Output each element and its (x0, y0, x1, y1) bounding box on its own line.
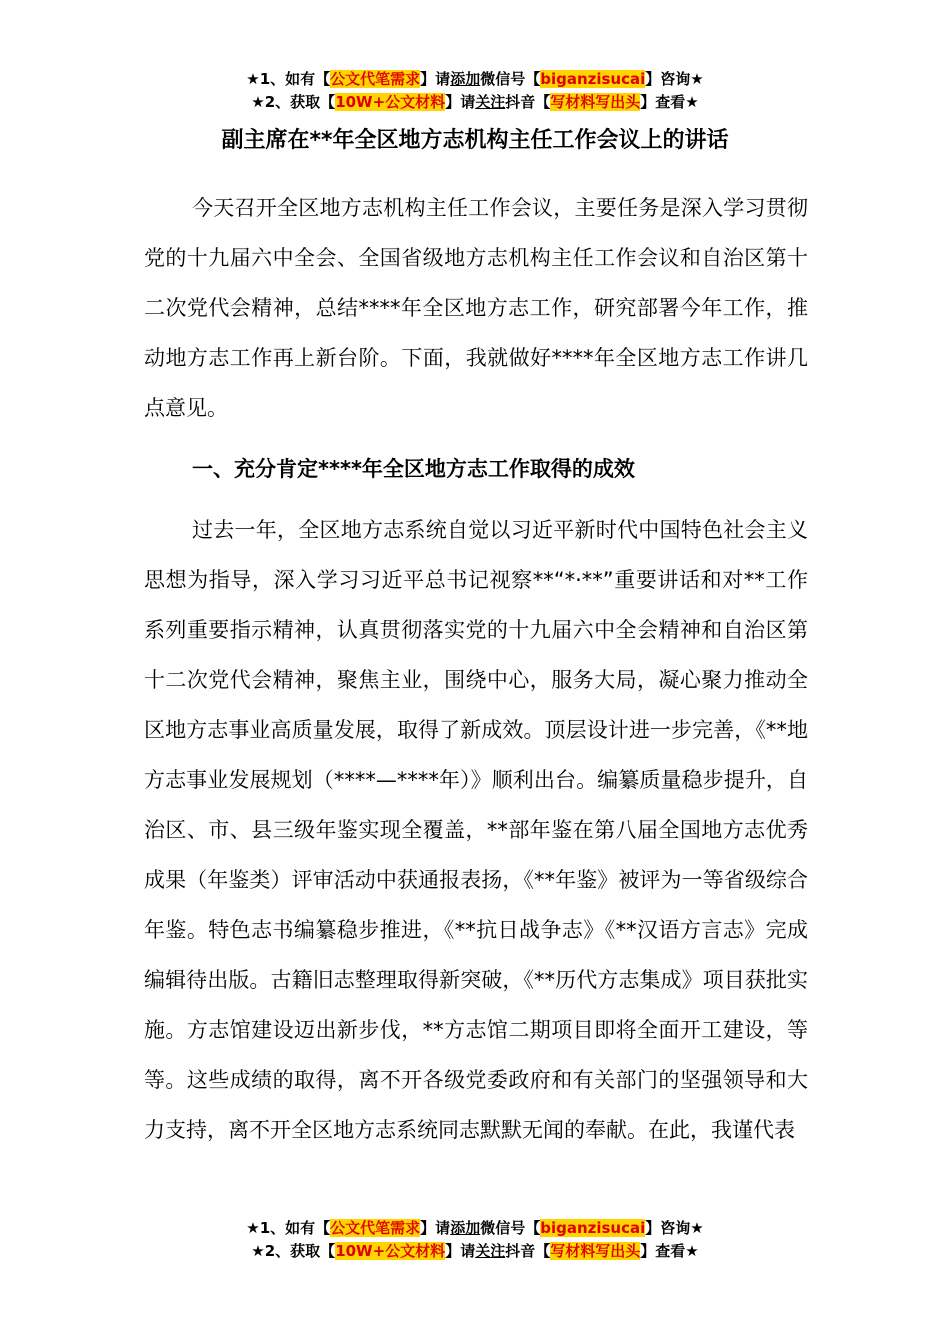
banner-text: 】请 (420, 1219, 451, 1237)
banner-text: 】查看★ (640, 93, 699, 111)
banner-text: 微信号【 (480, 1219, 541, 1237)
section-heading: 一、充分肯定****年全区地方志工作取得的成效 (192, 457, 635, 481)
banner-text: 抖音【 (505, 1242, 551, 1260)
banner-line-1 (0, 68, 950, 91)
banner-text: 】咨询★ (645, 70, 704, 88)
banner-text: 】请 (420, 70, 451, 88)
banner-line-2 (0, 91, 950, 114)
document-title: 副主席在**年全区地方志机构主任工作会议上的讲话 (221, 128, 729, 153)
banner-highlight: 公文代笔需求 (330, 70, 421, 88)
section-body-block (144, 505, 808, 1155)
banner-highlight: 10W+公文材料 (335, 93, 446, 111)
banner-highlight: 写材料写出头 (550, 1242, 641, 1260)
bottom-banner (0, 1217, 950, 1263)
banner-text: ★2、获取【 (251, 93, 336, 111)
banner-highlight: 写材料写出头 (550, 93, 641, 111)
banner-highlight: biganzisucai (540, 70, 646, 88)
intro-paragraph-block (144, 183, 808, 433)
banner-text: ★1、如有【 (246, 70, 331, 88)
banner-text: 】查看★ (640, 1242, 699, 1260)
banner-highlight: biganzisucai (540, 1219, 646, 1237)
banner-text: 】咨询★ (645, 1219, 704, 1237)
banner-highlight: 10W+公文材料 (335, 1242, 446, 1260)
banner-emphasis: 添加 (450, 70, 481, 88)
banner-emphasis: 添加 (450, 1219, 481, 1237)
banner-text: 】请 (445, 93, 476, 111)
banner-emphasis: 关注 (475, 93, 506, 111)
banner-line-2 (0, 1240, 950, 1263)
section-heading-block (144, 444, 808, 494)
section-body-paragraph: 过去一年，全区地方志系统自觉以习近平新时代中国特色社会主义思想为指导，深入学习习近平总书记视察**“*·**”重要讲话和对**工作系列重要指示精神，认真贯彻落实党的十九届六中全会精神和自治区第十二次党代会精神，聚焦主业，围绕中心，服务大局，凝心聚力推动全区地方志事业高质量发展，取得了新成效。顶层设计进一步完善，《**地方志事业发展规划（****—****年）》顺利出台。编纂质量稳步提升，自治区、市、县三级年鉴实现全覆盖，**部年鉴在第八届全国地方志优秀成果（年鉴类）评审活动中获通报表扬，《**年鉴》被评为一等省级综合年鉴。特色志书编纂稳步推进，《**抗日战争志》《**汉语方言志》完成编辑待出版。古籍旧志整理取得新突破，《**历代方志集成》项目获批实施。方志馆建设迈出新步伐，**方志馆二期项目即将全面开工建设，等等。这些成绩的取得，离不开各级党委政府和有关部门的坚强领导和大力支持，离不开全区地方志系统同志默默无闻的奉献。在此，我谨代表 (144, 518, 808, 1142)
banner-text: ★1、如有【 (246, 1219, 331, 1237)
banner-highlight: 公文代笔需求 (330, 1219, 421, 1237)
banner-line-1 (0, 1217, 950, 1240)
top-banner (0, 68, 950, 114)
intro-paragraph: 今天召开全区地方志机构主任工作会议，主要任务是深入学习贯彻党的十九届六中全会、全国省级地方志机构主任工作会议和自治区第十二次党代会精神，总结****年全区地方志工作，研究部署今年工作，推动地方志工作再上新台阶。下面，我就做好****年全区地方志工作讲几点意见。 (144, 196, 808, 420)
banner-text: ★2、获取【 (251, 1242, 336, 1260)
banner-text: 】请 (445, 1242, 476, 1260)
banner-emphasis: 关注 (475, 1242, 506, 1260)
banner-text: 微信号【 (480, 70, 541, 88)
banner-text: 抖音【 (505, 93, 551, 111)
